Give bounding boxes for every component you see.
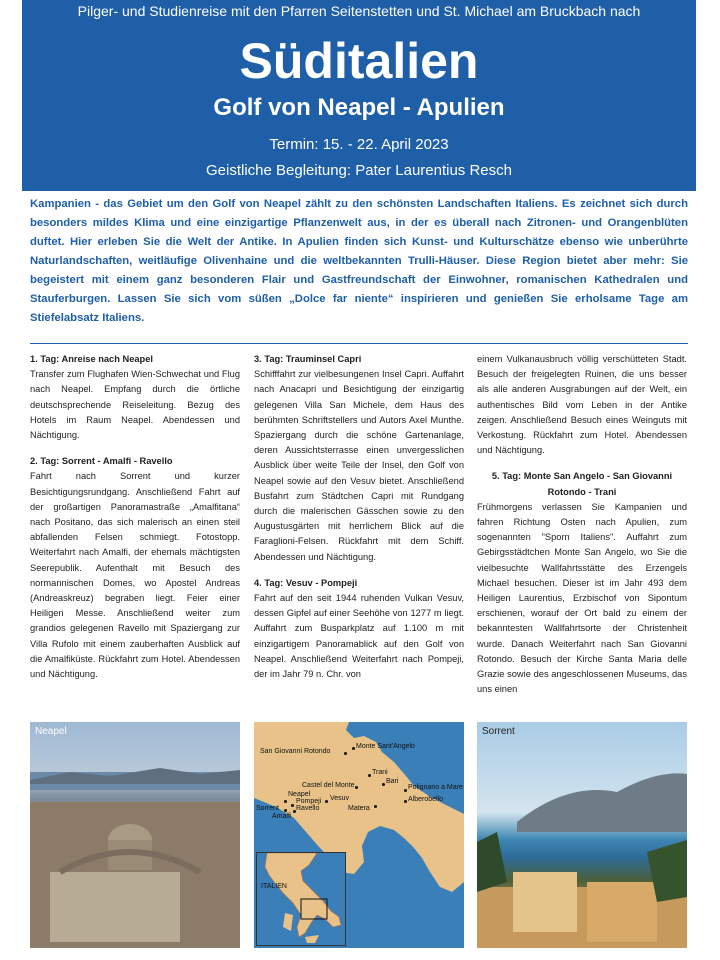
divider: [30, 343, 688, 344]
map-dot-sorrent: [284, 809, 287, 812]
map-label-monte-santangelo: Monte Sant'Angelo: [356, 743, 415, 750]
map-dot-polignano: [404, 789, 407, 792]
day-4-text: Fahrt auf den seit 1944 ruhenden Vulkan Vesuv, dessen Gipfel auf einer Seehöhe von 1277 m liegt. Auffahrt zum Busparkplatz auf 1.100 m mit einzigartigem Panoramablick auf den Golf von Neapel. Anschließend Weiterfahrt nach Pompeji, der im Jahr 79 n. Chr. von: [254, 593, 464, 680]
map-dot-matera: [374, 805, 377, 808]
header-top-line: Pilger- und Studienreise mit den Pfarren Seitenstetten und St. Michael am Bruckbach nach: [77, 3, 641, 19]
map-dot-alberobello: [404, 800, 407, 803]
page-subtitle: Golf von Neapel - Apulien: [213, 94, 505, 121]
map-dot-bari: [382, 783, 385, 786]
day-3: [254, 352, 464, 565]
map-label-polignano: Polignano a Mare: [408, 784, 463, 791]
day-5: [477, 469, 687, 697]
italy-inset-label: ITALIEN: [261, 883, 287, 890]
day-5-title-line1: 5. Tag: Monte San Angelo - San Giovanni: [491, 471, 673, 482]
day-4-title: 4. Tag: Vesuv - Pompeji: [254, 577, 358, 588]
map-label-amalfi: Amalfi: [272, 813, 292, 820]
map-label-sorrent: Sorrent: [256, 805, 279, 812]
map-dot-trani: [368, 774, 371, 777]
map-label-trani: Trani: [372, 769, 388, 776]
sorrento-photo-label: Sorrent: [482, 726, 515, 737]
day-4-text-continued: einem Vulkanausbruch völlig verschütteten Stadt. Besuch der freigelegten Ruinen, die uns besser als alle anderen Ausgrabungen auf der Welt, ein authentisches Bild vom Leben in der Antike zeigen. Anschließend Besuch eines Weinguts mit Verkostung. Rückfahrt zum Hotel. Abendessen und Nächtigung.: [477, 354, 687, 456]
sorrento-photo: [477, 722, 687, 948]
route-map: [254, 722, 464, 948]
day-1: [30, 352, 240, 443]
day-3-title: 3. Tag: Trauminsel Capri: [254, 354, 362, 364]
day-5-text: Frühmorgens verlassen Sie Kampanien und fahren Richtung Osten nach Apulien, zum sogenannten "Sporn Italiens". Auffahrt zum Gebirgsstädtchen Monte San Angelo, wo Sie die vielbesuchte Wallfahrtsstätte des Erzengels Michael besuchen. Dieser ist im Jahr 493 dem Heiligen Laurentius, Erzbischof von Sipontum erschienen, worauf der Ort bald zu einem der bekanntesten Wallfahrtsorte der Christenheit wurde. Danach Weiterfahrt nach San Giovanni Rotondo. Besuch der Kirche Santa Maria delle Grazie sowie des angeschlossenen Museums, das uns einen: [477, 501, 687, 695]
map-label-castel-del-monte: Castel del Monte: [302, 782, 355, 789]
day-3-text: Schifffahrt zur vielbesungenen Insel Capri. Auffahrt nach Anacapri und Besichtigung der einzigartig gelegenen Villa San Michele, dem Haus des berühmten Schriftstellers und Autors Axel Munthe. Spaziergang durch die schöne Gartenanlage, deren Aussichtsterrasse einen unvergesslichen Ausblick über weite Teile der Insel, den Golf von Neapel sowie auf den Vesuv bietet. Anschließend Busfahrt zum Städtchen Capri mit Rundgang durch die malerischen Gässchen sowie zu den Augustusgärten mit herrlichem Blick auf die Faraglioni-Felsen. Rückfahrt mit dem Schiff. Abendessen und Nächtigung.: [254, 369, 464, 562]
day-5-title-line2: Rotondo - Trani: [547, 486, 617, 497]
map-label-neapel: Neapel: [288, 791, 311, 798]
sorrento-coast: [477, 722, 687, 948]
map-label-alberobello: Alberobello: [408, 796, 444, 803]
map-label-pompeji: Pompeji: [296, 798, 322, 805]
day-4-continued: [477, 352, 687, 458]
map-label-ravello: Ravello: [296, 805, 320, 812]
map-dot-neapel: [284, 800, 287, 803]
naples-photo-label: Neapel: [35, 726, 67, 737]
naples-photo: [30, 722, 240, 948]
page-title: Süditalien: [239, 33, 479, 89]
map-label-bari: Bari: [386, 778, 399, 785]
spiritual-guide: Geistliche Begleitung: Pater Laurentius Resch: [205, 162, 512, 179]
map-dot-monte-santangelo: [352, 747, 355, 750]
day-2: [30, 454, 240, 682]
intro-paragraph: Kampanien - das Gebiet um den Golf von Neapel zählt zu den schönsten Landschaften Italiens. Es zeichnet sich durch besonders mildes Klima und eine einzigartige Pflanzenwelt aus, in der es überall nach Zitronen- und Orangenblüten duftet. Hier erleben Sie die Welt der Antike. In Apulien finden sich Kunst- und Kulturschätze ebenso wie unberührte Naturlandschaften, weitläufige Olivenhaine und die weltbekannten Trulli-Häuser. Diese Region bietet aber mehr: Sie begeistert mit einem ganz besonderen Flair und Gastfreundschaft der Einwohner, romanischen Kathedralen und Stauferburgen. Lassen Sie sich vom süßen „Dolce far niente“ inspirieren und genießen Sie erholsame Tage am Stiefelabsatz Italiens.: [30, 198, 688, 324]
column-middle: [254, 352, 464, 693]
day-1-title: 1. Tag: Anreise nach Neapel: [30, 354, 153, 364]
map-dot-pompeji: [291, 804, 294, 807]
map-dot-san-giovanni-rotondo: [344, 752, 347, 755]
day-4: [254, 576, 464, 682]
map-label-san-giovanni-rotondo: San Giovanni Rotondo: [260, 748, 331, 755]
trip-date: Termin: 15. - 22. April 2023: [269, 136, 449, 153]
day-2-title: 2. Tag: Sorrent - Amalfi - Ravello: [30, 456, 173, 467]
map-label-matera: Matera: [348, 805, 370, 812]
column-left: [30, 352, 240, 693]
header-banner: [22, 0, 696, 191]
italy-inset-map: [256, 852, 346, 946]
map-dot-castel-del-monte: [355, 786, 358, 789]
map-label-vesuv: Vesuv: [330, 795, 350, 802]
naples-cityscape: [30, 722, 240, 948]
day-2-text: Fahrt nach Sorrent und kurzer Besichtigungsrundgang. Anschließend Fahrt auf der großartigen Panoramastraße „Amalfitana“ nach Positano, das sich malerisch an einen steil abfallenden Felsen schmiegt. Fotostopp. Weiterfahrt nach Amalfi, der ehemals mächtigsten Seerepublik. Aufenthalt mit Besuch des normannischen Domes, wo Apostel Andreas (Andreaskreuz) begraben liegt. Feier einer Heiligen Messe. Anschließend weiter zum grandios gelegenen Ravello mit Spaziergang zur Villa Rufolo mit einem zauberhaften Ausblick auf die Amalfiküste. Rückfahrt zum Hotel. Abendessen und Nächtigung.: [30, 471, 240, 680]
column-right: [477, 352, 687, 708]
map-dot-vesuv: [325, 800, 328, 803]
italy-outline: [257, 853, 345, 945]
day-1-text: Transfer zum Flughafen Wien-Schwechat und Flug nach Neapel. Empfang durch die örtliche deutschsprechende Reiseleitung. Bezug des Hotels im Raum Neapel. Abendessen und Nächtigung.: [30, 369, 240, 441]
